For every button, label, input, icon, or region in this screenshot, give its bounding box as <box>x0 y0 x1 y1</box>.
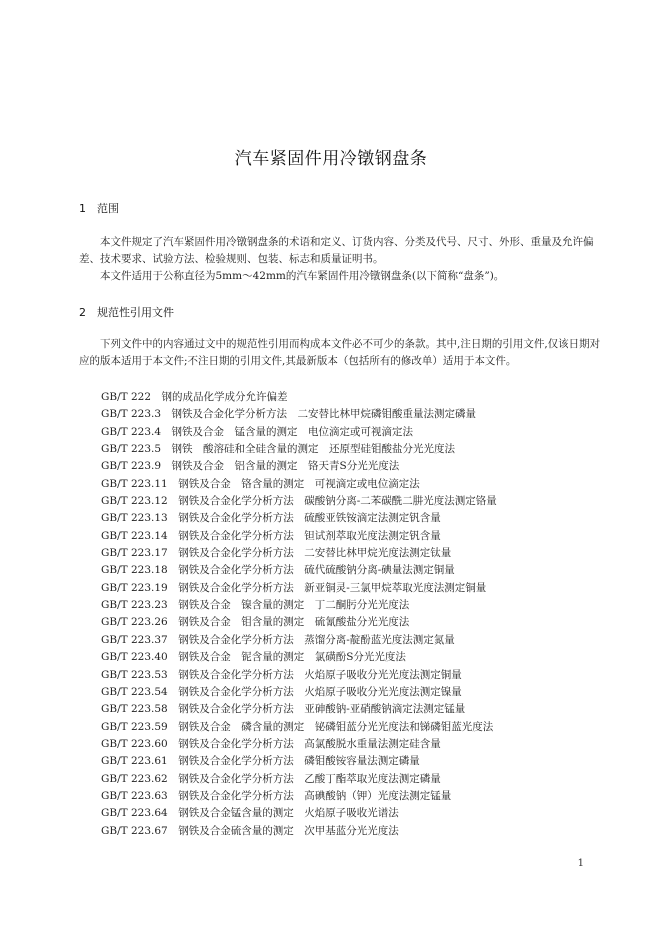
reference-code: GB/T 223.63 <box>101 789 168 802</box>
reference-item <box>101 493 601 510</box>
reference-item <box>101 424 601 441</box>
reference-code: GB/T 223.4 <box>101 425 162 438</box>
reference-title: 钢铁及合金 磷含量的测定 铋磷钼蓝分光光度法和锑磷钼蓝光度法 <box>178 720 494 733</box>
reference-code: GB/T 223.14 <box>101 529 168 542</box>
reference-title: 钢铁及合金 铌含量的测定 氯磺酚S分光光度法 <box>178 651 406 664</box>
reference-item <box>101 667 601 684</box>
reference-separator <box>168 634 179 646</box>
reference-separator <box>168 478 179 490</box>
reference-item <box>101 684 601 701</box>
reference-title: 钢铁及合金硫含量的测定 次甲基蓝分光光度法 <box>178 824 399 837</box>
reference-title: 钢铁 酸溶硅和全硅含量的测定 还原型硅钼酸盐分光光度法 <box>171 443 456 456</box>
reference-title: 钢铁及合金化学分析方法 硫酸亚铁铵滴定法测定钒含量 <box>178 512 441 525</box>
reference-separator <box>168 547 179 559</box>
reference-title: 钢铁及合金锰含量的测定 火焰原子吸收光谱法 <box>178 807 399 820</box>
reference-title: 钢铁及合金化学分析方法 磷钼酸铵容量法测定磷量 <box>178 755 420 768</box>
reference-separator <box>168 669 179 681</box>
reference-item <box>101 597 601 614</box>
reference-item <box>101 736 601 753</box>
reference-title: 钢铁及合金化学分析方法 硫代硫酸钠分离-碘量法测定铜量 <box>178 564 455 577</box>
reference-item <box>101 528 601 545</box>
normative-references-intro: 下列文件中的内容通过文中的规范性引用而构成本文件必不可少的条款。其中,注日期的引用文件,仅该日期对应的版本适用于本文件;不注日期的引用文件,其最新版本（包括所有的修改单）适用于本文件。 <box>79 338 601 367</box>
reference-code: GB/T 223.26 <box>101 616 168 629</box>
section-1-body <box>79 234 601 285</box>
reference-title: 钢铁及合金化学分析方法 新亚铜灵-三氯甲烷萃取光度法测定铜量 <box>178 581 487 594</box>
reference-item <box>101 632 601 649</box>
reference-separator <box>161 426 172 438</box>
reference-separator <box>168 686 179 698</box>
reference-item <box>101 719 601 736</box>
scope-paragraph: 本文件规定了汽车紧固件用冷镦钢盘条的术语和定义、订货内容、分类及代号、尺寸、外形、重量及允许偏差、技术要求、试验方法、检验规则、包装、标志和质量证明书。 <box>79 236 594 265</box>
reference-title: 钢铁及合金 锰含量的测定 电位滴定或可视滴定法 <box>171 425 414 438</box>
reference-item <box>101 805 601 822</box>
reference-title: 钢铁及合金化学分析方法 二安替比林甲烷磷钼酸重量法测定磷量 <box>171 408 477 421</box>
reference-title: 钢铁及合金化学分析方法 火焰原子吸收分光光度法测定镍量 <box>178 685 462 698</box>
reference-item <box>101 406 601 423</box>
reference-separator <box>168 790 179 802</box>
reference-item <box>101 701 601 718</box>
section-1-number: 1 <box>79 202 86 215</box>
reference-separator <box>168 738 179 750</box>
reference-title: 钢铁及合金化学分析方法 乙酸丁酯萃取光度法测定磷量 <box>178 772 441 785</box>
reference-title: 钢铁及合金 铝含量的测定 铬天青S分光光度法 <box>171 460 400 473</box>
reference-separator <box>151 391 162 403</box>
reference-code: GB/T 223.12 <box>101 495 168 508</box>
reference-code: GB/T 223.17 <box>101 547 168 560</box>
reference-separator <box>168 721 179 733</box>
reference-title: 钢铁及合金 铬含量的测定 可视滴定或电位滴定法 <box>178 477 420 490</box>
reference-separator <box>168 651 179 663</box>
reference-code: GB/T 223.11 <box>101 477 168 490</box>
reference-code: GB/T 223.37 <box>101 633 168 646</box>
reference-title: 钢铁及合金化学分析方法 高碘酸钠（钾）光度法测定锰量 <box>178 789 452 802</box>
reference-separator <box>168 703 179 715</box>
section-2-number: 2 <box>79 306 86 319</box>
section-2-intro <box>79 336 601 370</box>
reference-code: GB/T 223.60 <box>101 737 168 750</box>
reference-code: GB/T 223.13 <box>101 512 168 525</box>
reference-title: 钢铁及合金化学分析方法 亚砷酸钠-亚硝酸钠滴定法测定锰量 <box>178 703 466 716</box>
reference-title: 钢铁及合金化学分析方法 钽试剂萃取光度法测定钒含量 <box>178 529 441 542</box>
reference-code: GB/T 223.53 <box>101 668 168 681</box>
reference-code: GB/T 223.18 <box>101 564 168 577</box>
page-number: 1 <box>577 858 584 869</box>
reference-separator <box>168 530 179 542</box>
reference-item <box>101 753 601 770</box>
reference-item <box>101 389 601 406</box>
reference-item <box>101 580 601 597</box>
reference-separator <box>168 616 179 628</box>
section-2-heading <box>79 304 174 320</box>
reference-title: 钢铁及合金 镍含量的测定 丁二酮肟分光光度法 <box>178 599 410 612</box>
reference-separator <box>168 755 179 767</box>
reference-code: GB/T 223.61 <box>101 755 168 768</box>
reference-code: GB/T 223.3 <box>101 408 162 421</box>
reference-code: GB/T 223.23 <box>101 599 168 612</box>
reference-separator <box>168 512 179 524</box>
reference-title: 钢铁及合金化学分析方法 火焰原子吸收分光光度法测定铜量 <box>178 668 462 681</box>
reference-item <box>101 510 601 527</box>
reference-item <box>101 771 601 788</box>
reference-separator <box>168 495 179 507</box>
reference-title: 钢铁及合金 钼含量的测定 硫氰酸盐分光光度法 <box>178 616 410 629</box>
section-1-heading <box>79 200 119 216</box>
reference-code: GB/T 223.64 <box>101 807 168 820</box>
applicability-paragraph: 本文件适用于公称直径为5mm～42mm的汽车紧固件用冷镦钢盘条(以下简称“盘条”)。 <box>100 270 505 282</box>
reference-code: GB/T 223.9 <box>101 460 162 473</box>
reference-code: GB/T 223.58 <box>101 703 168 716</box>
reference-list <box>101 389 601 840</box>
reference-separator <box>161 408 172 420</box>
reference-separator <box>168 773 179 785</box>
reference-separator <box>168 825 179 837</box>
reference-separator <box>161 460 172 472</box>
reference-code: GB/T 223.62 <box>101 772 168 785</box>
reference-title: 钢的成品化学成分允许偏差 <box>161 391 288 403</box>
reference-code: GB/T 223.67 <box>101 824 168 837</box>
document-title: 汽车紧固件用冷镦钢盘条 <box>234 149 428 169</box>
reference-code: GB/T 223.5 <box>101 443 162 456</box>
reference-title: 钢铁及合金化学分析方法 二安替比林甲烷光度法测定钛量 <box>178 547 452 560</box>
reference-separator <box>168 564 179 576</box>
section-2-title: 规范性引用文件 <box>97 306 174 319</box>
reference-separator <box>168 807 179 819</box>
section-1-title: 范围 <box>97 202 119 215</box>
reference-item <box>101 476 601 493</box>
reference-title: 钢铁及合金化学分析方法 高氯酸脱水重量法测定硅含量 <box>178 737 441 750</box>
reference-code: GB/T 223.40 <box>101 651 168 664</box>
reference-item <box>101 649 601 666</box>
reference-code: GB/T 223.59 <box>101 720 168 733</box>
reference-separator <box>168 599 179 611</box>
reference-title: 钢铁及合金化学分析方法 碳酸钠分离-二苯碳酰二肼光度法测定铬量 <box>178 495 497 508</box>
reference-item <box>101 614 601 631</box>
reference-title: 钢铁及合金化学分析方法 蒸馏分离-靛酚蓝光度法测定氮量 <box>178 633 455 646</box>
reference-code: GB/T 223.19 <box>101 581 168 594</box>
reference-separator <box>161 443 172 455</box>
reference-item <box>101 562 601 579</box>
reference-item <box>101 545 601 562</box>
reference-item <box>101 458 601 475</box>
reference-code: GB/T 222 <box>101 391 152 403</box>
reference-separator <box>168 582 179 594</box>
reference-code: GB/T 223.54 <box>101 685 168 698</box>
reference-item <box>101 441 601 458</box>
reference-item <box>101 823 601 840</box>
reference-item <box>101 788 601 805</box>
